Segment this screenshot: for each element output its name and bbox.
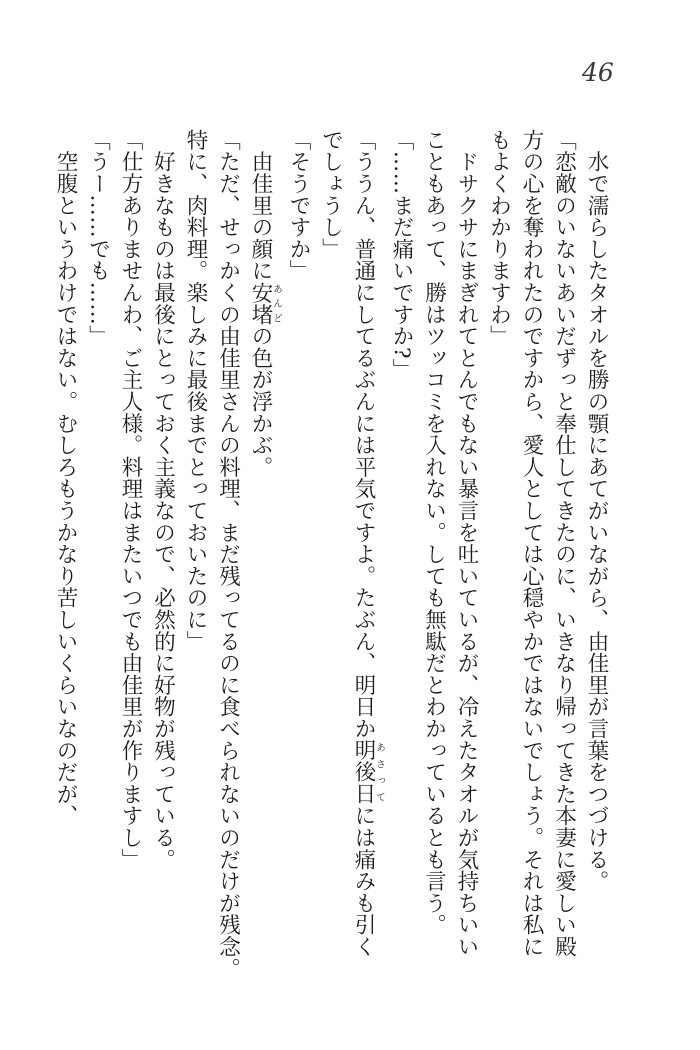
page-number: 46 (582, 58, 614, 87)
text-line: 空腹というわけではない。むしろもうかなり苦しいくらいなのだが、 (53, 129, 78, 827)
text-columns (49, 129, 613, 980)
text-line: ドサクサにまぎれてとんでもない暴言を吐いているが、冷えたタオルが気持ちいい (454, 129, 479, 958)
furigana-word: 明後日あさって (351, 739, 385, 805)
text-line: 「……まだ痛いですか?」 (389, 129, 414, 381)
text-line: 「うー……でも……」 (85, 129, 111, 347)
text-line: 「ううん、普通にしてるぶんには平気ですよ。たぶん、明日か明後日あさってには痛みも引く (351, 129, 385, 958)
text-line: 好きなものは最後にとっておく主義なので、必然的に好物が残っている。 (150, 129, 176, 871)
text-line: もよくわかりますわ」 (486, 129, 512, 347)
text-line: 「仕方ありませんわ、ご主人様。料理はまたいつでも由佳里が作りますし」 (118, 129, 143, 871)
furigana-word: 安堵あんど (248, 281, 282, 326)
text-line: 方の心を奪われたのですから、愛人としては心穏やかではないでしょう。それは私に (519, 129, 544, 958)
text-line: 由佳里の顔に安堵あんどの色が浮かぶ。 (248, 129, 282, 478)
text-line: 水で濡らしたタオルを勝の顎にあてがいながら、由佳里が言葉をつづける。 (584, 129, 609, 892)
text-line: こともあって、勝はツッコミを入れない。しても無駄だとわかっているとも言う。 (421, 129, 447, 936)
text-line: 「ただ、せっかくの由佳里さんの料理、まだ残ってるのに食べられないのだけが残念。 (215, 129, 241, 980)
text-line: でしょうし」 (318, 129, 344, 260)
text-line: 「そうですか」 (286, 129, 311, 282)
text-line: 「恋敵のいないあいだずっと奉仕してきたのに、いきなり帰ってきた本妻に愛しい殿 (551, 129, 577, 958)
text-line: 特に、肉料理。楽しみに最後までとっておいたのに」 (183, 129, 208, 653)
